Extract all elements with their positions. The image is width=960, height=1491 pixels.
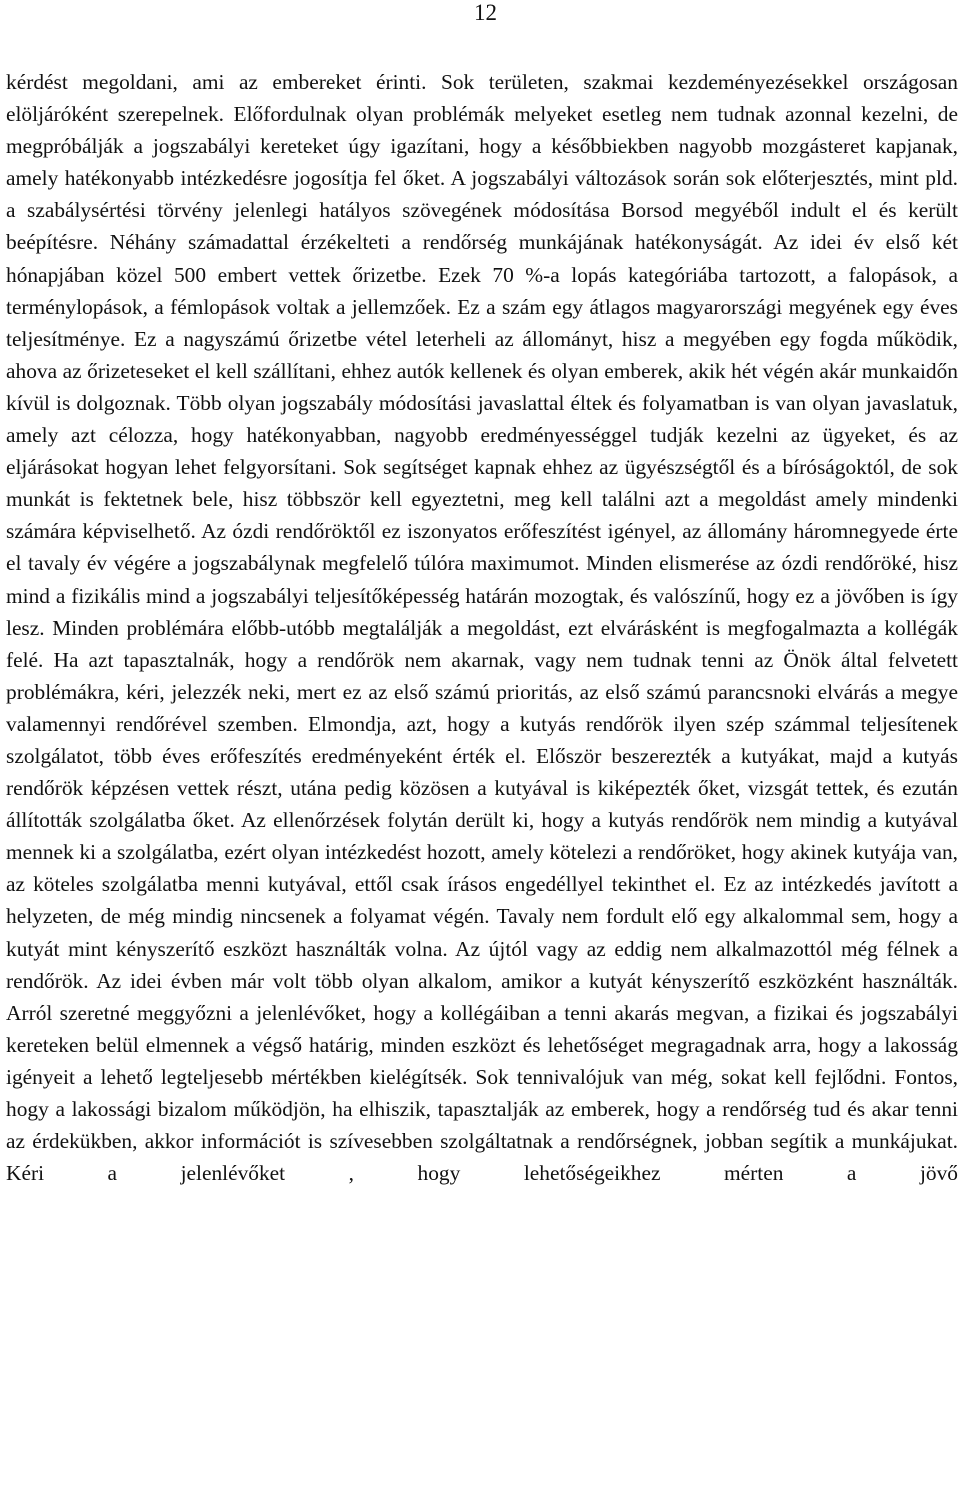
body-paragraph: kérdést megoldani, ami az embereket érinti. Sok területen, szakmai kezdeményezésekkel országosan elöljáróként szerepelnek. Előfordulnak olyan problémák melyeket esetleg nem tudnak azonnal kezelni, de megpróbálják a jogszabályi kereteket úgy igazítani, hogy a későbbiekben nagyobb mozgásteret kapjanak, amely hatékonyabb intézkedésre jogosítja fel őket. A jogszabályi változások során sok előterjesztés, mint pld. a szabálysértési törvény jelenlegi hatályos szövegének módosítása Borsod megyéből indult el és került beépítésre. Néhány számadattal érzékelteti a rendőrség munkájának hatékonyságát. Az idei év első két hónapjában közel 500 embert vettek őrizetbe. Ezek 70 %-a lopás kategóriába tartozott, a falopások, a terménylopások, a fémlopások voltak a jellemzőek. Ez a szám egy átlagos magyarországi megyének egy éves teljesítménye. Ez a nagyszámú őrizetbe vétel leterheli az állományt, hisz a megyében egy fogda működik, ahova az őrizeteseket el kell szállítani, ehhez autók kellenek és olyan emberek, akik hét végén akár munkaidőn kívül is dolgoznak. Több olyan jogszabály módosítási javaslattal éltek és folyamatban is van olyan javaslatuk, amely azt célozza, hogy hatékonyabban, nagyobb eredményességgel tudják kezelni az ügyeket, és az eljárásokat hogyan lehet felgyorsítani. Sok segítséget kapnak ehhez az ügyészségtől és a bíróságoktól, de sok munkát is fektetnek bele, hisz többször kell egyeztetni, meg kell találni azt a megoldást amely mindenki számára képviselhető. Az ózdi rendőröktől ez iszonyatos erőfeszítést igényel, az állomány háromnegyede érte el tavaly év végére a jogszabálynak megfelelő túlóra maximumot. Minden elismerése az ózdi rendőröké, hisz mind a fizikális mind a jogszabályi teljesítőképesség határán mozogtak, és valószínű, hogy ez a jövőben is így lesz. Minden problémára előbb-utóbb megtalálják a megoldást, ezt elvárásként is megfogalmazta a kollégák felé. Ha azt tapasztalnák, hogy a rendőrök nem akarnak, vagy nem tudnak tenni az Önök által felvetett problémákra, kéri, jelezzék neki, mert ez az első számú prioritás, az első számú parancsnoki elvárás a megye valamennyi rendőrével szemben. Elmondja, azt, hogy a kutyás rendőrök ilyen szép számmal teljesítenek szolgálatot, több éves erőfeszítés eredményeként érték el. Először beszerezték a kutyákat, majd a kutyás rendőrök képzésen vettek részt, utána pedig közösen a kutyával is kiképezték őket, vizsgát tettek, és ezután állították szolgálatba őket. Az ellenőrzések folytán derült ki, hogy a kutyás rendőrök nem mindig a kutyával mennek ki a szolgálatba, ezért olyan intézkedést hozott, amely kötelezi a rendőröket, hogy akinek kutyája van, az köteles szolgálatba menni kutyával, ettől csak írásos engedéllyel tekinthet el. Ez az intézkedés javított a helyzeten, de még mindig nincsenek a folyamat végén. Tavaly nem fordult elő egy alkalommal sem, hogy a kutyát mint kényszerítő eszközt használták volna. Az újtól vagy az eddig nem alkalmazottól még félnek a rendőrök. Az idei évben már volt több olyan alkalom, amikor a kutyát kényszerítő eszközként használták. Arról szeretné meggyőzni a jelenlévőket, hogy a kollégáiban a tenni akarás megvan, a fizikai és jogszabályi kereteken belül elmennek a végső határig, minden eszközt és lehetőséget megragadnak arra, hogy a lakosság igényeit a lehető legteljesebb mértékben kielégítsék. Sok tennivalójuk van még, sokat kell fejlődni. Fontos, hogy a lakossági bizalom működjön, ha elhiszik, tapasztalják az emberek, hogy a rendőrség tud és akar tenni az érdekükben, akkor információt is szívesebben szolgáltatnak a rendőrségnek, jobban segítik a munkájukat. Kéri a jelenlévőket , hogy lehetőségeikhez mérten a jövő bbox=[6, 70, 958, 1186]
page-number: 12 bbox=[474, 0, 497, 25]
